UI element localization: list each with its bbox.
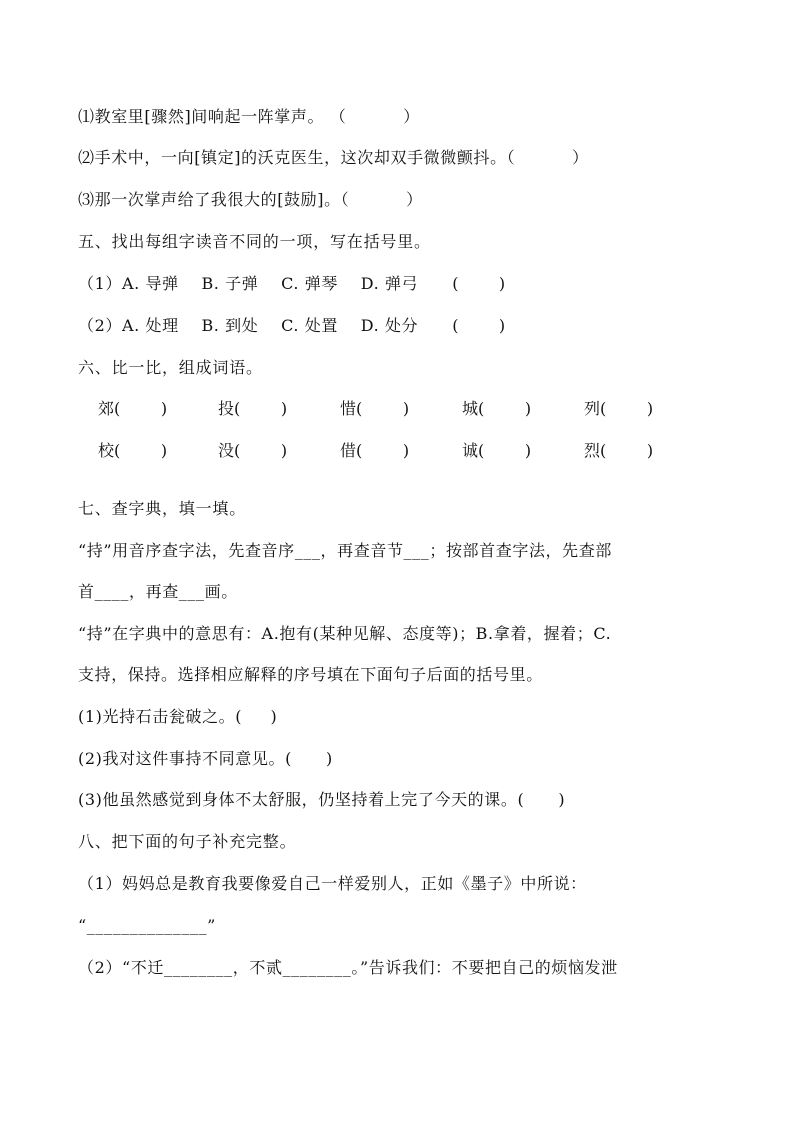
section5-item-2: （2）A. 处理 B. 到处 C. 处置 D. 处分 ( ) xyxy=(78,316,506,335)
section8-blank-line: “______________” xyxy=(78,916,216,935)
section7-question: (2)我对这件事持不同意见。( ) xyxy=(78,749,333,768)
section4-item-2: ⑵手术中，一向[镇定]的沃克医生，这次却双手微微颤抖。（ ） xyxy=(78,148,589,167)
section6-heading: 六、比一比，组成词语。 xyxy=(78,358,263,377)
word-pair-cell: 郊( ) xyxy=(98,399,168,418)
word-pair-cell: 没( ) xyxy=(218,441,288,460)
section5-item-1: （1）A. 导弹 B. 子弹 C. 弹琴 D. 弹弓 ( ) xyxy=(78,274,506,293)
word-pair-cell: 列( ) xyxy=(584,399,654,418)
word-pair-cell: 借( ) xyxy=(340,441,410,460)
section7-question: (3)他虽然感觉到身体不太舒服，仍坚持着上完了今天的课。( ) xyxy=(78,790,566,809)
section7-heading: 七、查字典，填一填。 xyxy=(78,499,247,518)
section7-question: (1)光持石击瓮破之。( ) xyxy=(78,707,278,726)
word-pair-cell: 惜( ) xyxy=(340,399,410,418)
word-pair-cell: 烈( ) xyxy=(584,441,654,460)
word-pair-cell: 校( ) xyxy=(98,441,168,460)
word-pair-cell: 城( ) xyxy=(462,399,532,418)
section8-line: （1）妈妈总是教育我要像爱自己一样爱别人，正如《墨子》中所说： xyxy=(78,874,587,893)
section7-line: 支持，保持。选择相应解释的序号填在下面句子后面的括号里。 xyxy=(78,665,543,684)
word-pair-cell: 投( ) xyxy=(218,399,288,418)
section4-item-3: ⑶那一次掌声给了我很大的[鼓励]。（ ） xyxy=(78,190,423,209)
word-pair-cell: 诚( ) xyxy=(462,441,532,460)
section8-line: （2）“不迁________，不贰________。”告诉我们：不要把自己的烦恼发泄 xyxy=(78,958,618,977)
section5-heading: 五、找出每组字读音不同的一项，写在括号里。 xyxy=(78,232,431,251)
section7-line: “持”用音序查字法，先查音序___，再查音节___；按部首查字法，先查部 xyxy=(78,541,612,560)
section8-heading: 八、把下面的句子补充完整。 xyxy=(78,832,297,851)
section7-line: “持”在字典中的意思有：A.抱有(某种见解、态度等)；B.拿着，握着；C. xyxy=(78,624,612,643)
section7-line: 首____，再查___画。 xyxy=(78,582,238,601)
section4-item-1: ⑴教室里[骤然]间响起一阵掌声。 （ ） xyxy=(78,107,420,126)
